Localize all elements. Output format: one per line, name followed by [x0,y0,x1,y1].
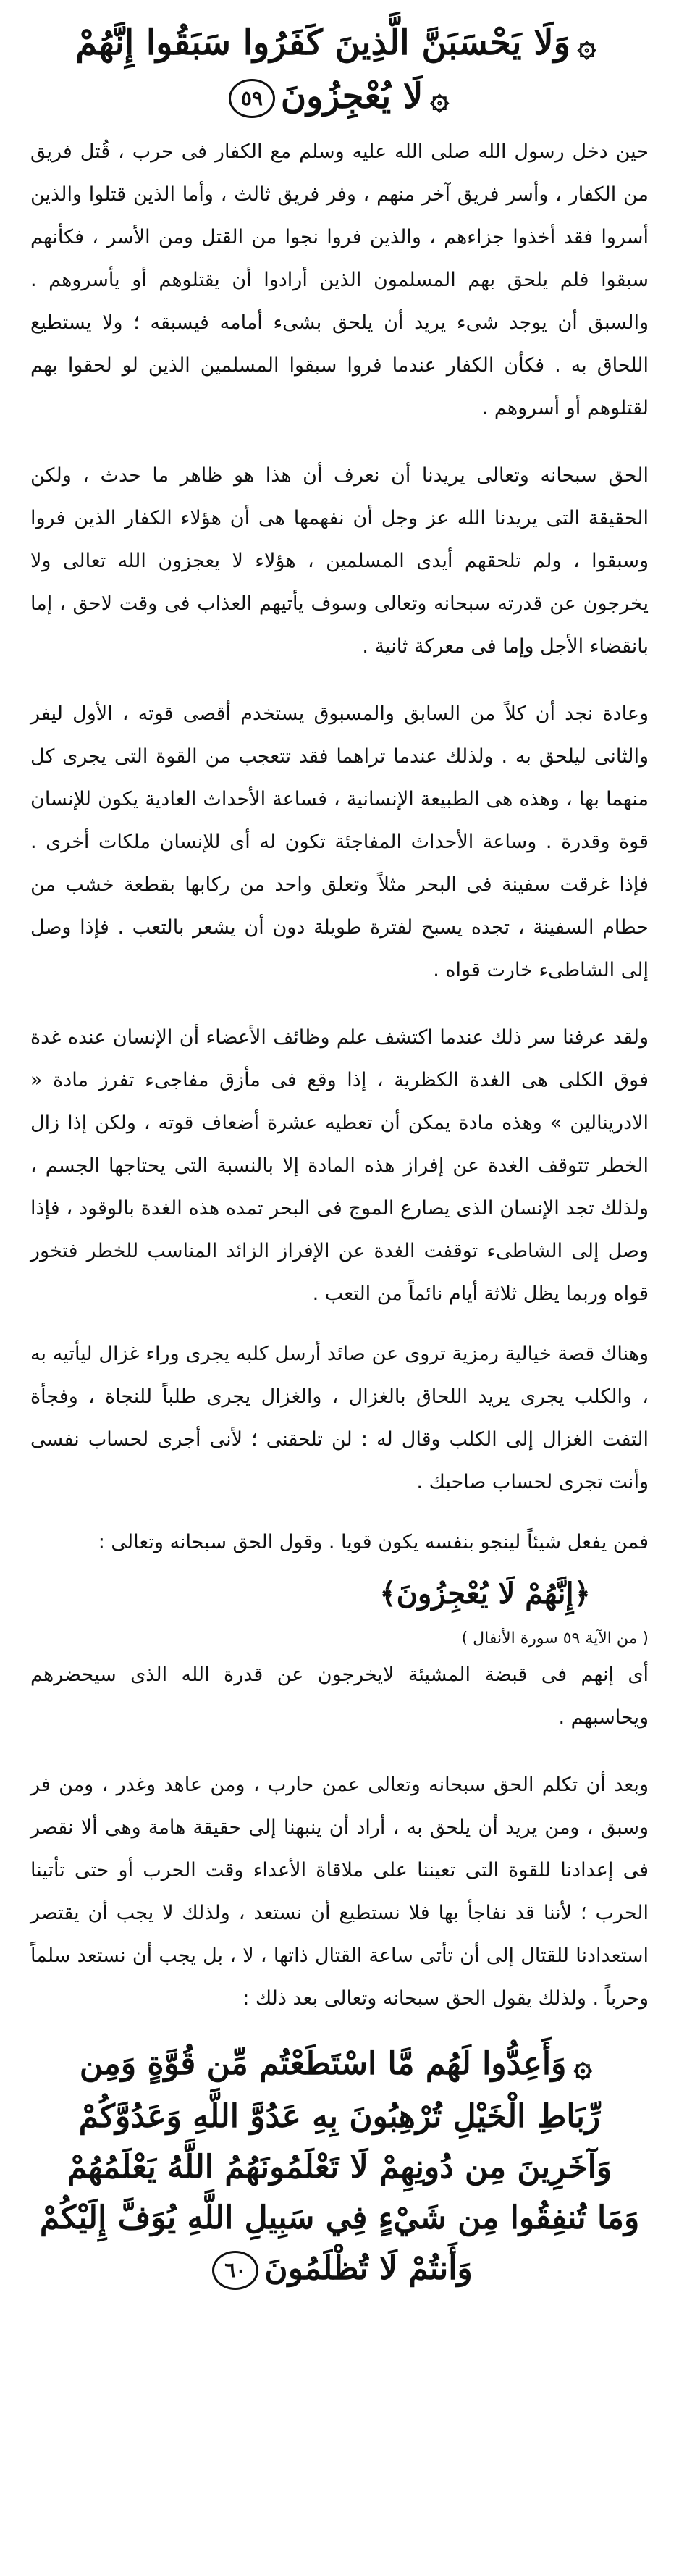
verse-line: رِّبَاطِ الْخَيْلِ تُرْهِبُونَ بِهِ عَدُوَّ اللَّهِ وَعَدُوَّكُمْ [78,2097,601,2135]
bracket-ornament-icon: ﴾ [379,1577,397,1611]
header-verse [30,0,649,130]
verse-line [30,2244,649,2294]
paragraph: وبعد أن تكلم الحق سبحانه وتعالى عمن حارب ، ومن عاهد وغدر ، ومن فر وسبق ، ومن يريد أن يلحق به ، أراد أن ينبهنا إلى حقيقة هامة وهى ألا نقصر فى إعدادنا للقوة التى تعيننا على ملاقاة الأعداء وقت الحرب أو حتى تأتينا الحرب ؛ لأننا قد نفاجأ بها فلا نستطيع أن نستعد ، ولذلك لا يجب أن يقتصر استعدادنا للقتال إلى أن تأتى ساعة القتال ذاتها ، لا ، بل يجب أن نستعد سلماً وحرباً . ولذلك يقول الحق سبحانه وتعالى بعد ذلك : [30,1774,649,2010]
verse-text: وَأَنتُمْ لَا تُظْلَمُونَ [264,2249,473,2287]
paragraph: أى إنهم فى قبضة المشيئة لايخرجون عن قدرة الله الذى سيحضرهم ويحاسبهم . [30,1664,649,1729]
star-ornament-icon: ۞ [577,26,596,64]
paragraph: وهناك قصة خيالية رمزية تروى عن صائد أرسل كلبه يجرى وراء غزال ليأتيه به ، والكلب يجرى يريد اللحاق بالغزال ، والغزال يجرى طلباً للنجاة ، وفجأة التفت الغزال إلى الكلب وقال له : لن تلحقنى ؛ لأنى أجرى لحساب نفسى وأنت تجرى لحساب صاحبك . [30,1343,649,1493]
verse-text: وَلَا يَحْسَبَنَّ الَّذِينَ كَفَرُوا سَبَقُوا إِنَّهُمْ [75,22,570,63]
paragraph: فمن يفعل شيئاً لينجو بنفسه يكون قويا . وقول الحق سبحانه وتعالى : [98,1531,649,1553]
inline-verse-text: إِنَّهُمْ لَا يُعْجِزُونَ [396,1577,574,1611]
verse-line: وَآخَرِينَ مِن دُونِهِمْ لَا تَعْلَمُونَهُمُ اللَّهُ يَعْلَمُهُمْ [67,2148,612,2186]
verse-line [30,71,649,125]
bracket-ornament-icon: ﴿ [573,1577,591,1611]
verse-line [30,17,649,71]
verse-text: لَا يُعْجِزُونَ [280,75,423,117]
paragraph: الحق سبحانه وتعالى يريدنا أن نعرف أن هذا هو ظاهر ما حدث ، ولكن الحقيقة التى يريدنا الله عز وجل أن نفهمها هى أن هؤلاء الكفار الذين فروا وسبقوا ، ولم تلحقهم أيدى المسلمين ، هؤلاء لا يعجزون الله تعالى ولا يخرجون عن قدرته سبحانه وتعالى وسوف يأتيهم العذاب فى وقت لاحق ، إما بانقضاء الأجل وإما فى معركة ثانية . [30,464,649,658]
ayah-number-icon: ٦٠ [212,2251,258,2290]
ayah-number-icon: ٥٩ [229,79,275,118]
footer-verse [30,2020,649,2294]
star-ornament-icon: ۞ [573,2047,593,2084]
paragraph: ولقد عرفنا سر ذلك عندما اكتشف علم وظائف الأعضاء أن الإنسان عنده غدة فوق الكلى هى الغدة الكظرية ، إذا وقع فى مأزق مفاجىء تفرز مادة « الادرينالين » وهذه مادة يمكن أن تعطيه عشرة أضعاف قوته ، ولكن إذا زال الخطر تتوقف الغدة عن إفراز هذه المادة إلا بالنسبة التى يحتاجها الجسم ، ولذلك تجد الإنسان الذى يصارع الموج فى البحر تمده هذه الغدة بالوقود ، فإذا وصل إلى الشاطىء توقفت الغدة عن الإفراز الزائد المناسب للخطر فتخور قواه وربما يظل ثلاثة أيام نائماً من التعب . [30,1026,649,1305]
verse-line: وَمَا تُنفِقُوا مِن شَيْءٍ فِي سَبِيلِ اللَّهِ يُوَفَّ إِلَيْكُمْ [39,2199,640,2236]
inline-verse [30,1564,649,1624]
verse-text: وَأَعِدُّوا لَهُم مَّا اسْتَطَعْتُم مِّن قُوَّةٍ وَمِن [79,2045,567,2082]
star-ornament-icon: ۞ [430,80,450,117]
paragraph: حين دخل رسول الله صلى الله عليه وسلم مع الكفار فى حرب ، قُتل فريق من الكفار ، وأسر فريق آخر منهم ، وفر فريق ثالث ، وأما الذين قتلوا والذين أسروا فقد أخذوا جزاءهم ، والذين فروا نجوا من القتل ومن الأسر ، فكأنهم سبقوا فلم يلحق بهم المسلمون الذين أرادوا أن يقتلوهم أو يأسروهم . والسبق أن يوجد شىء يريد أن يلحق بشىء أمامه فيسبقه ؛ ولا يستطيع اللحاق به . فكأن الكفار عندما فروا سبقوا المسلمين الذين لو لحقوا بهم لقتلوهم أو أسروهم . [30,140,649,419]
paragraph: وعادة نجد أن كلاً من السابق والمسبوق يستخدم أقصى قوته ، الأول ليفر والثانى ليلحق به . ولذلك عندما تراهما فقد تتعجب من القوة التى يجرى كل منهما بها ، وهذه هى الطبيعة الإنسانية ، فساعة الأحداث العادية يكون للإنسان قوة وقدرة . وساعة الأحداث المفاجئة تكون له أى للإنسان ملكات أخرى . فإذا غرقت سفينة فى البحر مثلاً وتعلق واحد من ركابها بقطعة خشب من حطام السفينة ، تجده يسبح لفترة طويلة دون أن يشعر بالتعب . فإذا وصل إلى الشاطىء خارت قواه . [30,702,649,981]
verse-reference: ( من الآية ٥٩ سورة الأنفال ) [461,1629,649,1648]
verse-line [30,2039,649,2092]
